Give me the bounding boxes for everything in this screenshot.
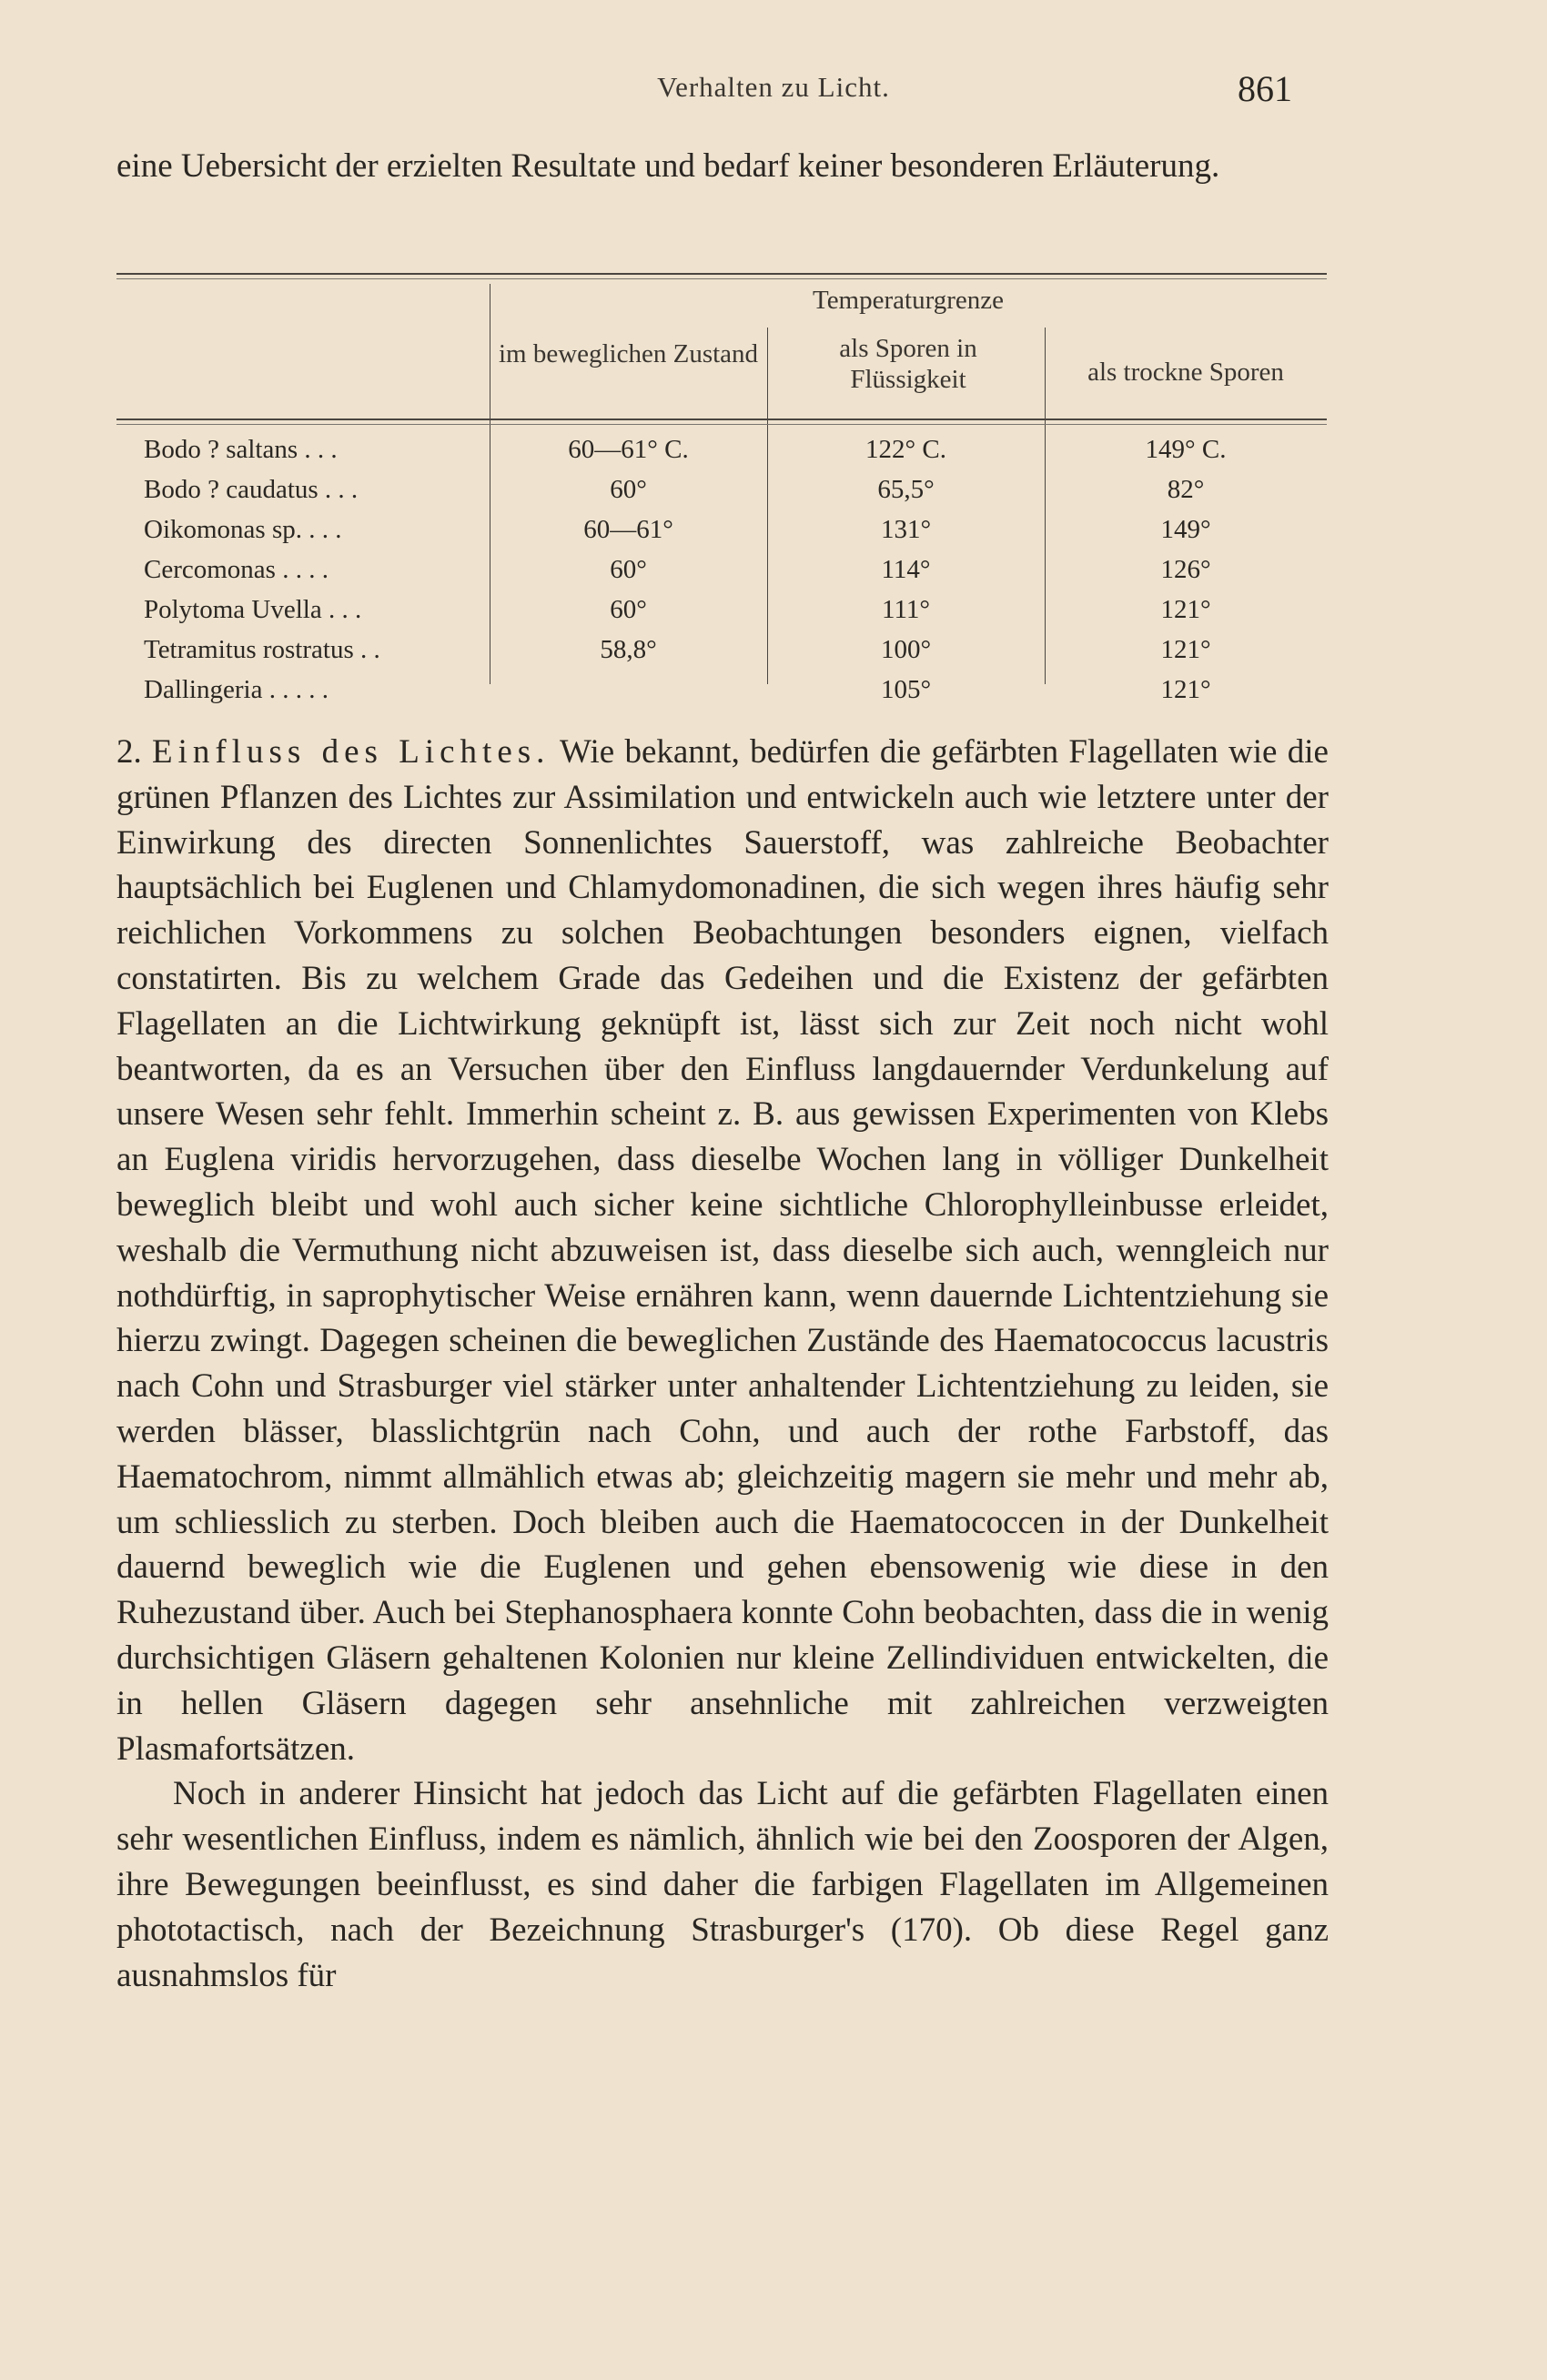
page-number: 861 [1238, 68, 1292, 109]
value-mobile: 58,8° [600, 635, 657, 664]
value-dry-spores: 149° [1160, 515, 1211, 544]
species-name: Bodo ? caudatus . . . [144, 475, 359, 504]
intro-text: eine Uebersicht der erzielten Resultate und bedarf keiner besonderen Erläuterung. [116, 147, 1220, 185]
value-spores-liquid: 114° [881, 555, 931, 584]
value-mobile: 60° [610, 475, 647, 504]
value-dry-spores: 126° [1160, 555, 1211, 584]
species-name: Oikomonas sp. . . . [144, 515, 342, 544]
temperature-table [116, 273, 1327, 704]
value-mobile: 60° [610, 555, 647, 584]
table-top-rule-thin [116, 278, 1327, 279]
species-name: Bodo ? saltans . . . [144, 435, 338, 464]
column-header-spores-liquid: als Sporen in Flüssigkeit [839, 334, 977, 394]
table-row [116, 635, 1327, 675]
value-spores-liquid: 111° [882, 595, 930, 624]
table-row [116, 675, 1327, 715]
group-header: Temperaturgrenze [813, 286, 1004, 315]
table-row [116, 515, 1327, 555]
section-body [116, 730, 1329, 1998]
table-header-rule-thin [116, 424, 1327, 425]
table-row [116, 595, 1327, 635]
value-spores-liquid: 65,5° [877, 475, 935, 504]
value-spores-liquid: 131° [880, 515, 932, 544]
value-spores-liquid: 122° C. [865, 435, 946, 464]
value-mobile: 60—61° C. [568, 435, 689, 464]
value-dry-spores: 121° [1160, 675, 1211, 704]
table-row [116, 435, 1327, 475]
value-dry-spores: 82° [1167, 475, 1205, 504]
section-number: 2. [116, 733, 142, 771]
value-spores-liquid: 100° [880, 635, 932, 664]
value-dry-spores: 121° [1160, 635, 1211, 664]
value-dry-spores: 149° C. [1145, 435, 1227, 464]
column-header-dry-spores: als trockne Sporen [1087, 358, 1284, 387]
species-name: Dallingeria . . . . . [144, 675, 329, 704]
section-heading: Einfluss des Lichtes. [152, 733, 551, 771]
table-header-rule [116, 419, 1327, 420]
table-row [116, 475, 1327, 515]
table-top-rule [116, 273, 1327, 275]
value-dry-spores: 121° [1160, 595, 1211, 624]
species-name: Tetramitus rostratus . . [144, 635, 380, 664]
running-title: Verhalten zu Licht. [657, 71, 890, 103]
value-mobile: 60—61° [583, 515, 673, 544]
value-spores-liquid: 105° [880, 675, 932, 704]
table-row [116, 555, 1327, 595]
paragraph-text: Wie bekannt, bedürfen die gefärbten Flagellaten wie die grünen Pflanzen des Lichtes zur Assimilation und entwickeln auch wie letztere unter der Einwirkung des directen Sonnenlichtes Sauerstoff, was zahlreiche Beobachter hauptsächlich bei Euglenen und Chlamydomonadinen, die sich wegen ihres häufig sehr reichlichen Vorkommens zu solchen Beobachtungen besonders eignen, vielfach constatirten. Bis zu welchem Grade das Gedeihen und die Existenz der gefärbten Flagellaten an die Lichtwirkung geknüpft ist, lässt sich zur Zeit noch nicht wohl beantworten, da es an Versuchen über den Einfluss langdauernder Verdunkelung auf unsere Wesen sehr fehlt. Immerhin scheint z. B. aus gewissen Experimenten von Klebs an Euglena viridis hervorzugehen, dass dieselbe Wochen lang in völliger Dunkelheit beweglich bleibt und wohl auch sicher keine sichtliche Chlorophylleinbusse erleidet, weshalb die Vermuthung nicht abzuweisen ist, dass dieselbe sich auch, wenngleich nur nothdürftig, in saprophytischer Weise ernähren kann, wenn dauernde Lichtentziehung sie hierzu zwingt. Dagegen scheinen die beweglichen Zustände des Haematococcus lacustris nach Cohn und Strasburger viel stärker unter anhaltender Lichtentziehung zu leiden, sie werden blässer, blasslichtgrün nach Cohn, und auch der rothe Farbstoff, das Haematochrom, nimmt allmählich etwas ab; gleichzeitig magern sie mehr und mehr ab, um schliesslich zu sterben. Doch bleiben auch die Haematococcen in der Dunkelheit dauernd beweglich wie die Euglenen und gehen ebensowenig wie diese in den Ruhezustand über. Auch bei Stephanosphaera konnte Cohn beobachten, dass die in wenig durchsichtigen Gläsern gehaltenen Kolonien nur kleine Zellindividuen entwickelten, die in hellen Gläsern dagegen sehr ansehnliche mit zahlreichen verzweigten Plasmafortsätzen. [116, 733, 1329, 1768]
paragraph: Noch in anderer Hinsicht hat jedoch das Licht auf die gefärbten Flagellaten einen sehr wesentlichen Einfluss, indem es nämlich, ähnlich wie bei den Zoosporen der Algen, ihre Bewegungen beeinflusst, es sind daher die farbigen Flagellaten im Allgemeinen phototactisch, nach der Bezeichnung Strasburger's (170). Ob diese Regel ganz ausnahmslos für [116, 1775, 1329, 1994]
column-header-mobile: im beweglichen Zustand [498, 339, 759, 368]
value-mobile: 60° [610, 595, 647, 624]
paragraph [116, 730, 1329, 1771]
species-name: Cercomonas . . . . [144, 555, 329, 584]
species-name: Polytoma Uvella . . . [144, 595, 362, 624]
